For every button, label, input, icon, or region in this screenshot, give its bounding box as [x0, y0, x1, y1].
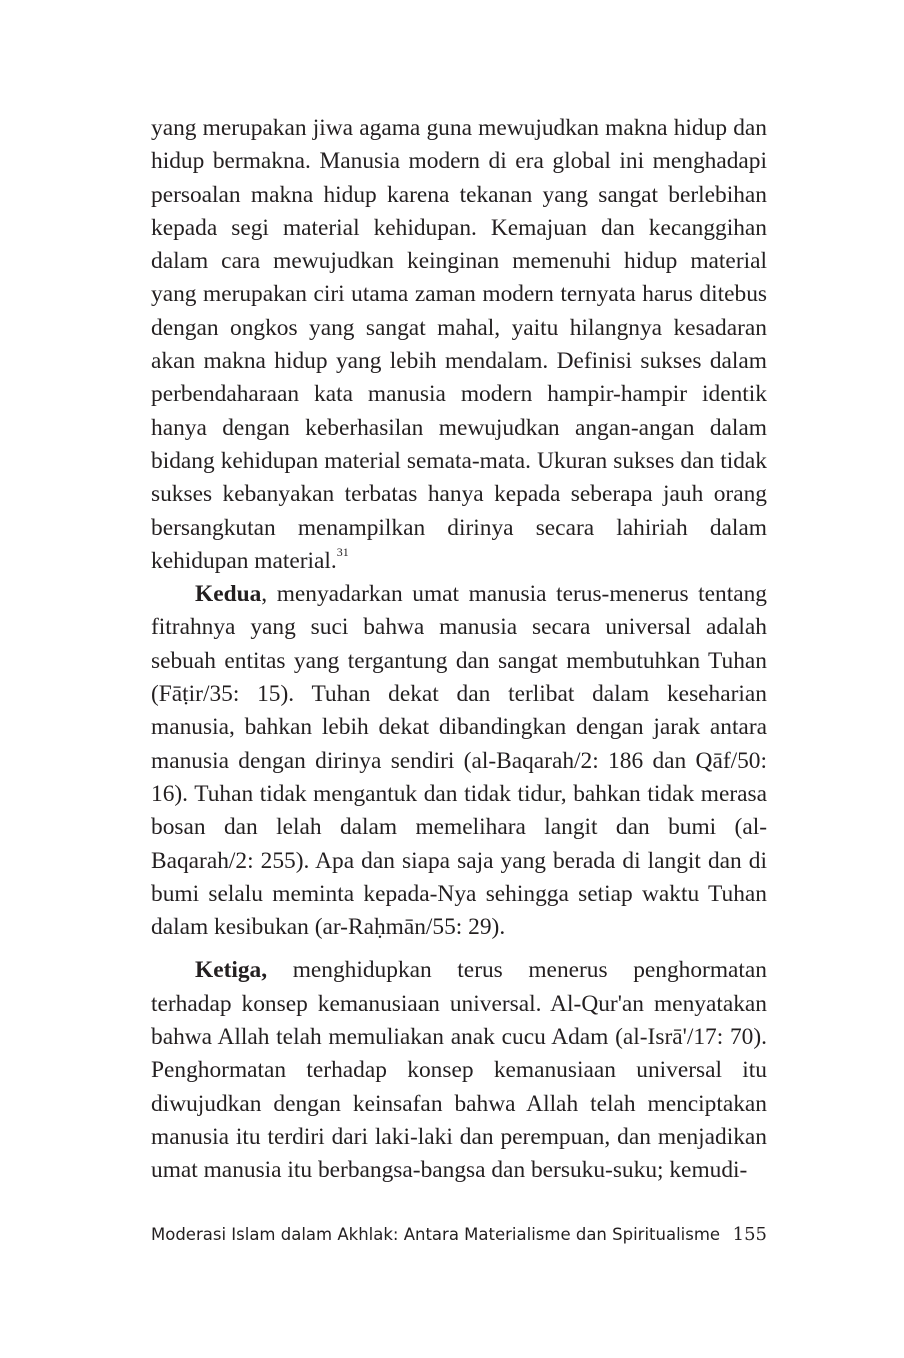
paragraph-text: menghidupkan terus menerus penghormatan terhadap konsep kemanusiaan universal. Al-Qur'an menyatakan bahwa Allah telah memuliakan anak cucu Adam (al-Isrā'/17: 70). Penghormatan terhadap konsep kemanusiaan universal itu diwujudkan dengan keinsafan bahwa Allah telah menciptakan manusia itu terdiri dari laki-laki dan perempuan, dan menjadikan umat manusia itu berbangsa-bangsa dan bersuku-suku; kemudi-: [151, 957, 767, 1184]
paragraph-kedua: [151, 578, 767, 944]
paragraph-text: yang merupakan jiwa agama guna mewujudkan makna hidup dan hidup bermakna. Manusia modern di era global ini menghadapi persoalan makna hidup karena tekanan yang sangat berlebihan kepada segi material kehidupan. Kemajuan dan kecanggihan dalam cara mewujudkan keinginan memenuhi hidup material yang merupakan ciri utama zaman modern ternyata harus ditebus dengan ongkos yang sangat mahal, yaitu hilangnya kesadaran akan makna hidup yang lebih mendalam. Definisi sukses dalam perbendaharaan kata manusia modern hampir-hampir identik hanya dengan keberhasilan mewujudkan angan-angan dalam bidang kehidupan material semata-mata. Ukuran sukses dan tidak sukses kebanyakan terbatas hanya kepada seberapa jauh orang bersangkutan menampilkan dirinya secara lahiriah dalam kehidupan material.: [151, 115, 767, 574]
paragraph-lead-kedua: Kedua: [195, 581, 262, 608]
paragraph-continuation: [151, 112, 767, 578]
running-title: Moderasi Islam dalam Akhlak: Antara Materialisme dan Spiritualisme: [151, 1225, 721, 1244]
page-footer: [151, 1222, 767, 1248]
paragraph-text: , menyadarkan umat manusia terus-menerus tentang fitrahnya yang suci bahwa manusia secara universal adalah sebuah entitas yang tergantung dan sangat membutuhkan Tuhan (Fāṭir/35: 15). Tuhan dekat dan terlibat dalam keseharian manusia, bahkan lebih dekat dibandingkan dengan jarak antara manusia dengan dirinya sendiri (al-Baqarah/2: 186 dan Qāf/50: 16). Tuhan tidak mengantuk dan tidak tidur, bahkan tidak merasa bosan dan lelah dalam memelihara langit dan bumi (al-Baqarah/2: 255). Apa dan siapa saja yang berada di langit dan di bumi selalu meminta kepada-Nya sehingga setiap waktu Tuhan dalam kesibukan (ar-Raḥmān/55: 29).: [151, 581, 767, 941]
paragraph-lead-ketiga: Ketiga,: [195, 957, 268, 984]
page-body: [151, 112, 767, 1188]
footnote-marker: 31: [336, 545, 349, 560]
page-number: 155: [732, 1224, 767, 1245]
paragraph-ketiga: [151, 954, 767, 1187]
